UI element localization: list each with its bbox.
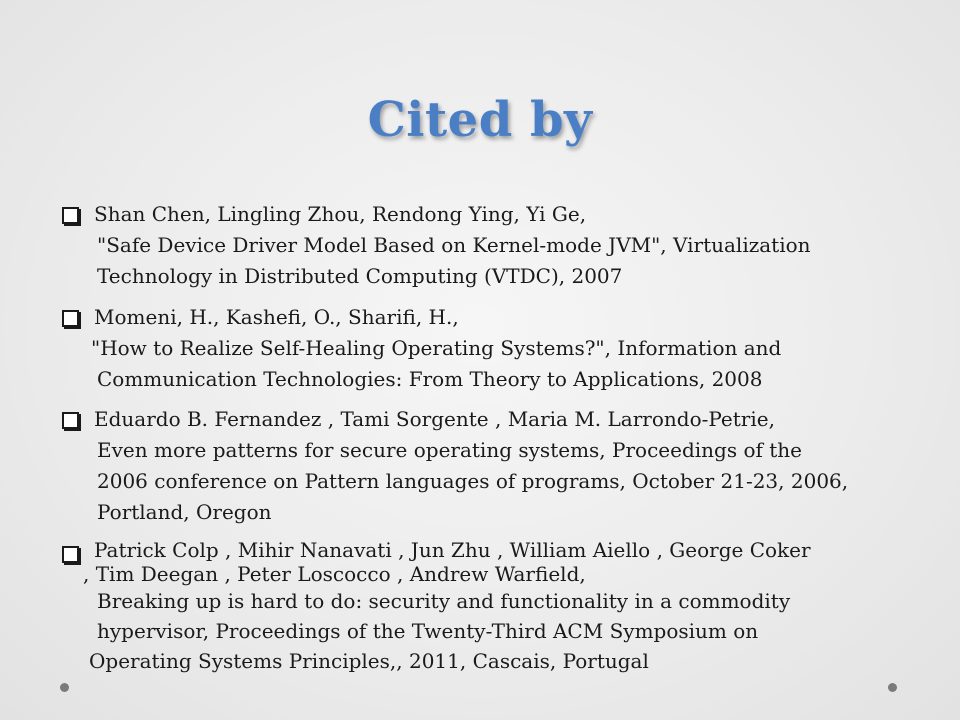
reference-venue: Communication Technologies: From Theory to Applications, 2008 <box>97 367 763 391</box>
reference-location: Portland, Oregon <box>97 500 272 524</box>
reference-location: Operating Systems Principles,, 2011, Cascais, Portugal <box>89 649 649 673</box>
reference-title: "Safe Device Driver Model Based on Kernel-mode JVM", Virtualization <box>97 233 811 257</box>
slide-title: Cited by <box>367 92 593 148</box>
reference-title: "How to Realize Self-Healing Operating Systems?", Information and <box>91 336 782 360</box>
reference-authors: Momeni, H., Kashefi, O., Sharifi, H., <box>94 305 459 329</box>
reference-item <box>62 538 922 677</box>
reference-item <box>62 199 922 292</box>
reference-venue: 2006 conference on Pattern languages of programs, October 21-23, 2006, <box>97 469 849 493</box>
reference-authors: Eduardo B. Fernandez , Tami Sorgente , Maria M. Larrondo-Petrie, <box>94 407 775 431</box>
checkbox-bullet-icon <box>62 207 79 224</box>
reference-venue: Technology in Distributed Computing (VTDC), 2007 <box>97 264 623 288</box>
checkbox-bullet-icon <box>62 412 79 429</box>
right-corner-dot-icon <box>888 683 897 692</box>
reference-item <box>62 302 922 395</box>
reference-authors: Shan Chen, Lingling Zhou, Rendong Ying, Yi Ge, <box>94 202 587 226</box>
reference-authors: Patrick Colp , Mihir Nanavati , Jun Zhu , William Aiello , George Coker <box>94 538 811 562</box>
reference-venue: hypervisor, Proceedings of the Twenty-Third ACM Symposium on <box>97 619 759 643</box>
reference-title: Breaking up is hard to do: security and functionality in a commodity <box>97 589 791 613</box>
reference-authors-continued: , Tim Deegan , Peter Loscocco , Andrew Warfield, <box>83 562 586 586</box>
checkbox-bullet-icon <box>62 310 79 327</box>
reference-title: Even more patterns for secure operating systems, Proceedings of the <box>97 438 802 462</box>
checkbox-bullet-icon <box>62 546 79 563</box>
reference-item <box>62 404 922 528</box>
left-corner-dot-icon <box>60 683 69 692</box>
